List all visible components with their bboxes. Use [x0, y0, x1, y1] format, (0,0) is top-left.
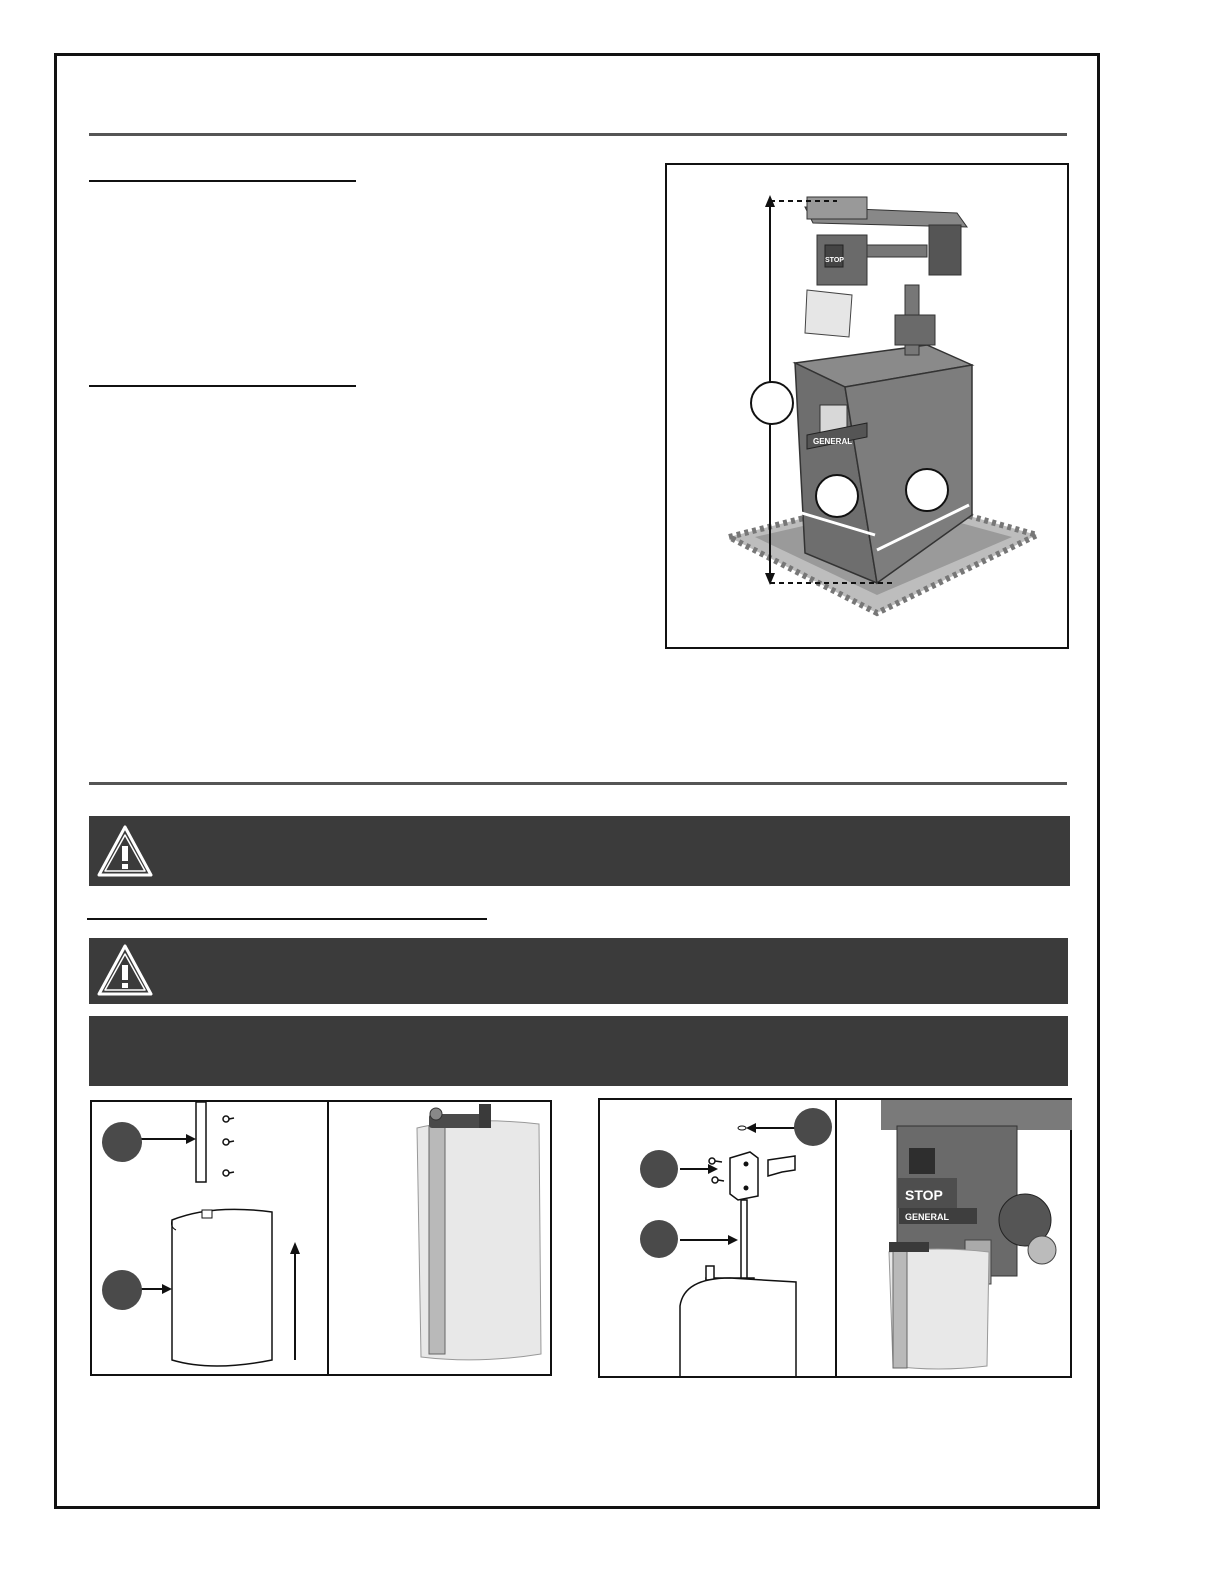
part-callout-block [640, 1150, 678, 1188]
heading-underline-2 [89, 385, 356, 387]
machine-footprint-figure [665, 163, 1069, 649]
part-callout-clip [794, 1108, 832, 1146]
warning-bar-1 [89, 816, 1070, 886]
bracket-assembled-photo [837, 1100, 1072, 1376]
photo-stop-label: STOP [905, 1187, 943, 1203]
dimension-callout-height [750, 381, 794, 425]
head-stop-label: STOP [825, 257, 844, 264]
dimension-callout-depth [815, 474, 859, 518]
dimension-callout-width [905, 468, 949, 512]
warning-triangle-icon [95, 941, 155, 1001]
warning-triangle-icon [95, 822, 155, 882]
warning-bar-2 [89, 938, 1068, 1004]
part-callout-rod [640, 1220, 678, 1258]
cabinet-brand: GENERAL [813, 437, 853, 446]
guard-assembled-photo [329, 1102, 552, 1374]
part-callout-rod [102, 1122, 142, 1162]
guard-assembly-figure-right [598, 1098, 1072, 1378]
machine-drawing [667, 165, 1071, 651]
section-rule-top [89, 133, 1067, 136]
section-rule-middle [89, 782, 1067, 785]
photo-brand-label: GENERAL [905, 1212, 950, 1222]
part-callout-shield [102, 1270, 142, 1310]
guard-assembly-figure-left [90, 1100, 552, 1376]
subheading-underline [87, 918, 487, 920]
heading-underline-1 [89, 180, 356, 182]
notice-bar [89, 1016, 1068, 1086]
